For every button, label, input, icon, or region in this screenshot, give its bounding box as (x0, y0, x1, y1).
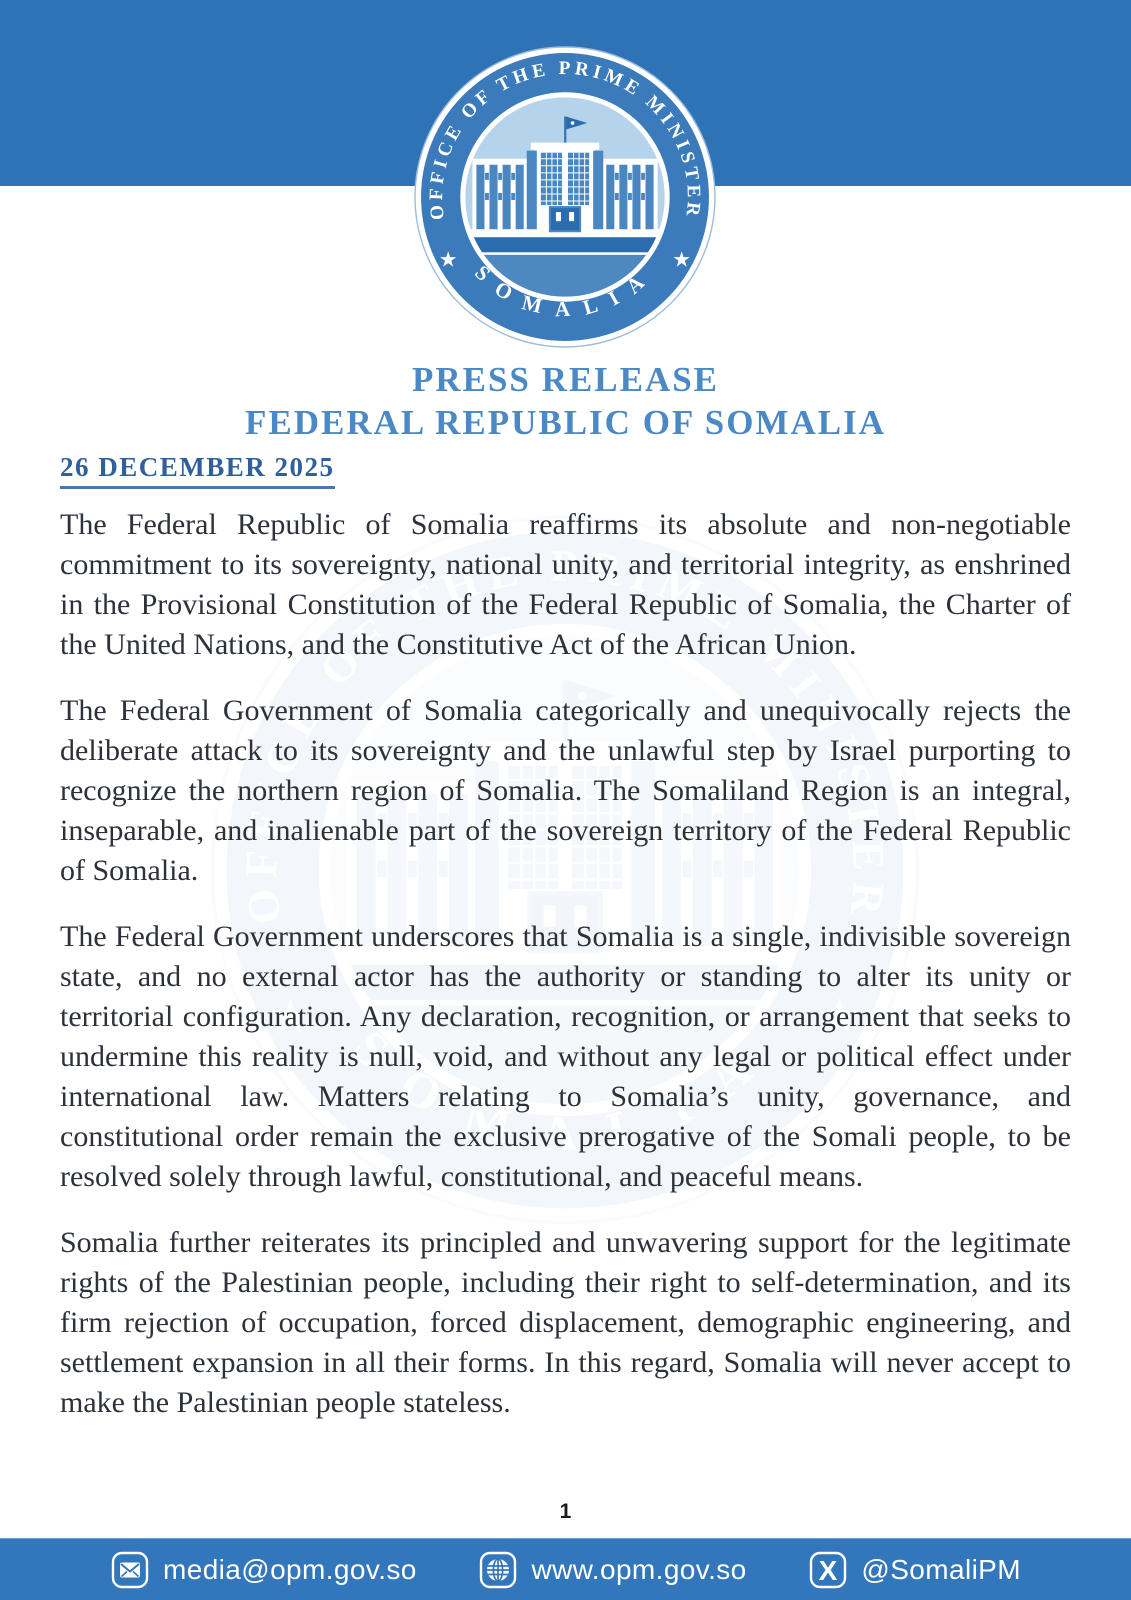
email-icon (110, 1550, 150, 1590)
body-paragraph: Somalia further reiterates its principled and unwavering support for the legitimate rights of the Palestinian people, including their right to self-determination, and its firm rejection of occupation, forced displacement, demographic engineering, and settlement expansion in all their forms. In this regard, Somalia will never accept to make the Palestinian people stateless. (60, 1226, 1071, 1419)
footer-website-link[interactable] (478, 1550, 746, 1590)
footer-email-text: media@opm.gov.so (163, 1553, 417, 1585)
release-date: 26 DECEMBER 2025 (60, 452, 335, 489)
footer-x-link[interactable] (808, 1550, 1021, 1590)
footer-website-text: www.opm.gov.so (531, 1553, 747, 1585)
body-paragraph: The Federal Government underscores that Somalia is a single, indivisible sovereign state, and no external actor has the authority or standing to alter its unity or territorial configuration. Any declaration, recognition, or arrangement that seeks to undermine this reality is null, void, and without any legal or political effect under international law. Matters relating to Somalia’s unity, governance, and constitutional order remain the exclusive prerogative of the Somali people, to be resolved solely through lawful, constitutional, and peaceful means. (60, 920, 1071, 1193)
page-number: 1 (559, 1500, 572, 1523)
globe-icon (478, 1550, 518, 1590)
svg-text:X: X (819, 1554, 838, 1586)
x-social-icon (808, 1550, 848, 1590)
footer-x-handle-text: @SomaliPM (861, 1553, 1021, 1585)
release-body (60, 505, 1071, 1449)
footer-email-link[interactable] (110, 1550, 417, 1590)
body-paragraph: The Federal Government of Somalia categorically and unequivocally rejects the deliberate attack to its sovereignty and the unlawful step by Israel purporting to recognize the northern region of Somalia. The Somaliland Region is an integral, inseparable, and inalienable part of the sovereign territory of the Federal Republic of Somalia. (60, 694, 1071, 887)
document-title (0, 358, 1131, 444)
federal-republic-title: FEDERAL REPUBLIC OF SOMALIA (245, 403, 886, 442)
opm-seal-logo (414, 46, 716, 348)
body-paragraph: The Federal Republic of Somalia reaffirms its absolute and non-negotiable commitment to its sovereignty, national unity, and territorial integrity, as enshrined in the Provisional Constitution of the Federal Republic of Somalia, the Charter of the United Nations, and the Constitutive Act of the African Union. (60, 508, 1071, 661)
press-release-title: PRESS RELEASE (411, 360, 720, 399)
footer-contact-bar (0, 1538, 1131, 1600)
